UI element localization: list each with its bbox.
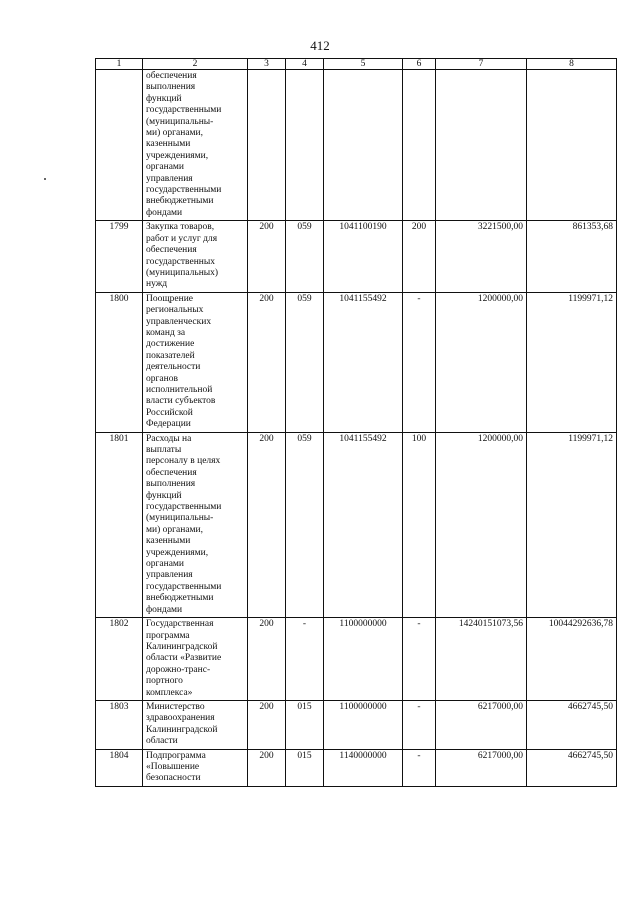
cell-col-5 — [324, 70, 403, 221]
cell-col-6: - — [403, 618, 436, 701]
cell-col-5: 1140000000 — [324, 749, 403, 786]
header-row — [96, 59, 617, 70]
row-number — [96, 70, 143, 221]
table-row — [96, 749, 617, 786]
header-col-4: 4 — [286, 59, 324, 70]
cell-col-4: 059 — [286, 432, 324, 618]
cell-col-5: 1041100190 — [324, 221, 403, 292]
cell-col-7: 1200000,00 — [436, 292, 527, 432]
cell-col-6: - — [403, 292, 436, 432]
row-name: Государственная программа Калининградской области «Развитие дорожно-транс- портного комплекса» — [143, 618, 248, 701]
header-col-2: 2 — [143, 59, 248, 70]
table-row — [96, 221, 617, 292]
header-col-5: 5 — [324, 59, 403, 70]
cell-col-3: 200 — [248, 432, 286, 618]
cell-col-4: 059 — [286, 221, 324, 292]
header-col-3: 3 — [248, 59, 286, 70]
header-col-6: 6 — [403, 59, 436, 70]
header-col-1: 1 — [96, 59, 143, 70]
cell-col-8: 1199971,12 — [527, 432, 617, 618]
cell-col-6: - — [403, 700, 436, 749]
row-name: Поощрение региональных управленческих команд за достижение показателей деятельности органов исполнительной власти субъектов Российской Федерации — [143, 292, 248, 432]
cell-col-8: 4662745,50 — [527, 749, 617, 786]
row-name: Подпрограмма «Повышение безопасности — [143, 749, 248, 786]
table-body — [96, 70, 617, 787]
cell-col-5: 1041155492 — [324, 432, 403, 618]
row-name: Расходы на выплаты персоналу в целях обеспечения выполнения функций государственными (муниципальны- ми) органами, казенными учреждениями, органами управления государственными внебюджетными фондами — [143, 432, 248, 618]
header-col-8: 8 — [527, 59, 617, 70]
row-name: Министерство здравоохранения Калининградской области — [143, 700, 248, 749]
row-name: обеспечения выполнения функций государственными (муниципальны- ми) органами, казенными учреждениями, органами управления государственными внебюджетными фондами — [143, 70, 248, 221]
cell-col-7: 3221500,00 — [436, 221, 527, 292]
row-number: 1802 — [96, 618, 143, 701]
cell-col-6 — [403, 70, 436, 221]
cell-col-4: - — [286, 618, 324, 701]
row-number: 1803 — [96, 700, 143, 749]
cell-col-3: 200 — [248, 221, 286, 292]
cell-col-8 — [527, 70, 617, 221]
cell-col-4: 015 — [286, 749, 324, 786]
table-row — [96, 700, 617, 749]
table-row — [96, 618, 617, 701]
table-header — [96, 59, 617, 70]
row-name: Закупка товаров, работ и услуг для обеспечения государственных (муниципальных) нужд — [143, 221, 248, 292]
row-number: 1800 — [96, 292, 143, 432]
cell-col-8: 4662745,50 — [527, 700, 617, 749]
cell-col-6: 100 — [403, 432, 436, 618]
budget-table — [95, 58, 617, 787]
row-number: 1801 — [96, 432, 143, 618]
page-number: 412 — [310, 38, 330, 53]
cell-col-3: 200 — [248, 749, 286, 786]
cell-col-3: 200 — [248, 700, 286, 749]
cell-col-7: 6217000,00 — [436, 749, 527, 786]
cell-col-5: 1100000000 — [324, 618, 403, 701]
cell-col-7: 14240151073,56 — [436, 618, 527, 701]
cell-col-7: 1200000,00 — [436, 432, 527, 618]
cell-col-3: 200 — [248, 618, 286, 701]
cell-col-4: 059 — [286, 292, 324, 432]
cell-col-4 — [286, 70, 324, 221]
table-row — [96, 292, 617, 432]
cell-col-3 — [248, 70, 286, 221]
cell-col-7 — [436, 70, 527, 221]
cell-col-4: 015 — [286, 700, 324, 749]
cell-col-5: 1100000000 — [324, 700, 403, 749]
cell-col-8: 861353,68 — [527, 221, 617, 292]
row-number: 1804 — [96, 749, 143, 786]
cell-col-6: 200 — [403, 221, 436, 292]
cell-col-7: 6217000,00 — [436, 700, 527, 749]
row-number: 1799 — [96, 221, 143, 292]
cell-col-6: - — [403, 749, 436, 786]
cell-col-3: 200 — [248, 292, 286, 432]
cell-col-8: 10044292636,78 — [527, 618, 617, 701]
header-col-7: 7 — [436, 59, 527, 70]
margin-mark — [44, 178, 46, 180]
table-row — [96, 70, 617, 221]
table-row — [96, 432, 617, 618]
cell-col-5: 1041155492 — [324, 292, 403, 432]
cell-col-8: 1199971,12 — [527, 292, 617, 432]
